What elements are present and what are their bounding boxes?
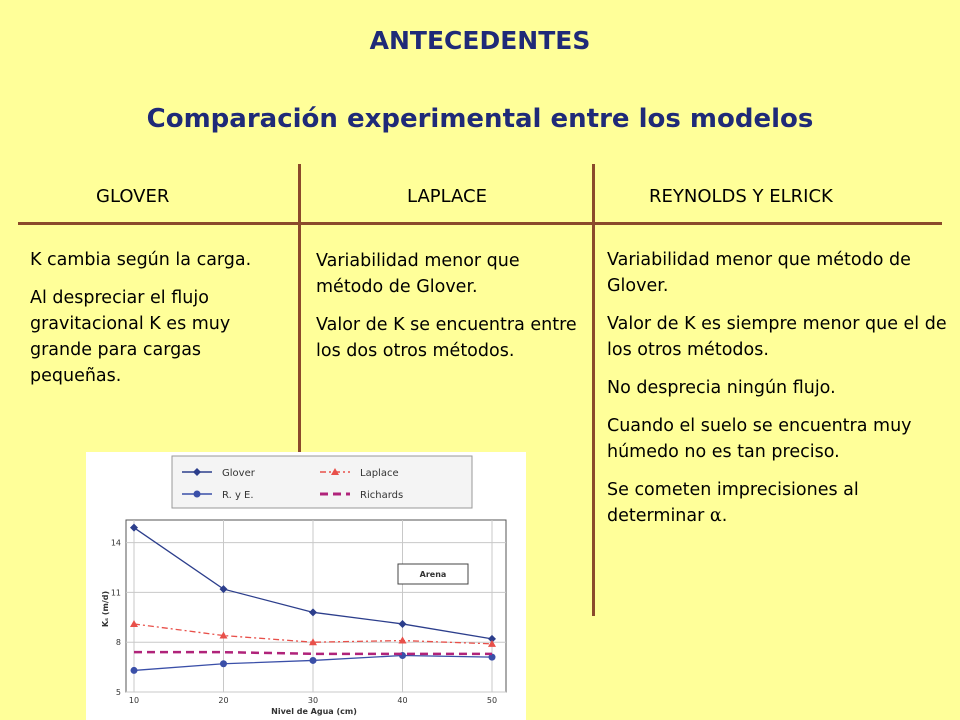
x-tick-label-4: 50 — [486, 696, 498, 705]
reynolds-text-4: Cuando el suelo se encuentra muy húmedo no es tan preciso. — [607, 416, 912, 462]
alpha-suffix: . — [721, 506, 728, 526]
column-heading-glover: GLOVER — [96, 186, 170, 207]
legend-label-3: Richards — [360, 490, 404, 501]
x-axis-label: Nivel de Agua (cm) — [271, 707, 357, 716]
column-heading-laplace: LAPLACE — [407, 186, 487, 207]
laplace-text-1: Variabilidad menor que método de Glover. — [316, 251, 520, 297]
laplace-text-2: Valor de K se encuentra entre los dos otros métodos. — [316, 315, 577, 361]
reynolds-text-2: Valor de K es siempre menor que el de los otros métodos. — [607, 314, 947, 360]
page-title: ANTECEDENTES — [369, 26, 591, 55]
column-divider-2 — [592, 164, 595, 616]
point-2-0 — [131, 667, 138, 674]
column-divider-1 — [298, 164, 301, 452]
y-axis-label: Kₛ (m/d) — [101, 590, 110, 628]
legend-marker-2 — [194, 491, 201, 498]
x-tick-label-1: 20 — [218, 696, 229, 705]
legend-label-1: Laplace — [360, 468, 399, 479]
y-tick-label-0: 5 — [115, 688, 121, 697]
page-subtitle: Comparación experimental entre los modelos — [146, 104, 814, 134]
reynolds-text-3: No desprecia ningún flujo. — [607, 378, 836, 398]
legend-label-2: R. y E. — [222, 490, 254, 501]
x-tick-label-3: 40 — [397, 696, 408, 705]
annotation-label: Arena — [419, 570, 447, 579]
legend-box — [172, 456, 472, 508]
comparison-chart — [86, 452, 526, 720]
reynolds-text-5-body: Se cometen imprecisiones al determinar — [607, 480, 859, 526]
column-glover — [30, 247, 292, 401]
legend-label-0: Glover — [222, 468, 255, 479]
glover-text-2: Al despreciar el flujo gravitacional K es muy grande para cargas pequeñas. — [30, 288, 231, 386]
glover-text-1: K cambia según la carga. — [30, 250, 252, 270]
column-heading-reynolds: REYNOLDS Y ELRICK — [649, 186, 833, 207]
reynolds-text-5 — [607, 477, 952, 529]
reynolds-text-1: Variabilidad menor que método de Glover. — [607, 250, 911, 296]
y-tick-label-2: 11 — [110, 588, 121, 598]
point-2-2 — [310, 657, 317, 664]
chart-svg — [86, 452, 526, 720]
point-2-1 — [220, 660, 227, 667]
x-tick-label-2: 30 — [307, 696, 319, 705]
column-reynolds — [607, 247, 952, 541]
y-tick-label-3: 14 — [110, 538, 121, 548]
y-tick-label-1: 8 — [115, 638, 121, 648]
x-tick-label-0: 10 — [128, 696, 140, 705]
column-laplace — [316, 248, 588, 376]
alpha-symbol: α — [709, 506, 722, 526]
header-divider — [18, 222, 942, 225]
